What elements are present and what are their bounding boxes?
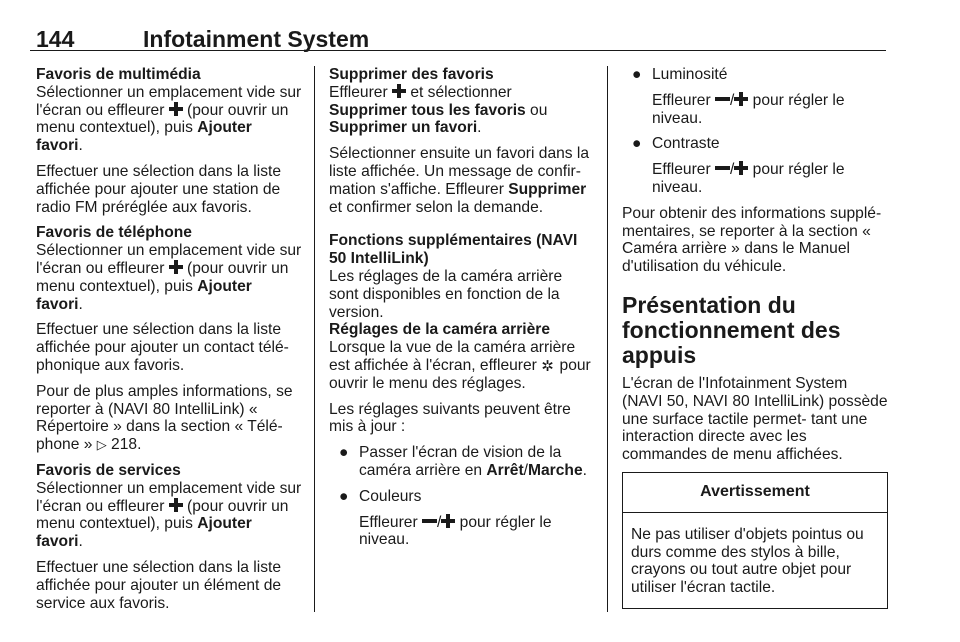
extra-functions-heading: Fonctions supplémentaires (NAVI 50 IntelliLink): [329, 232, 578, 268]
paragraph: Sélectionner un emplacement vide sur l'écran ou effleurer (pour ouvrir un menu contextuel), puis Ajouter favori.: [36, 479, 302, 551]
paragraph: Effectuer une sélection dans la liste affichée pour ajouter une station de radio FM préréglée aux favoris.: [36, 162, 282, 216]
plus-icon: [392, 84, 406, 98]
phone-favorites-heading: Favoris de téléphone: [36, 224, 192, 242]
page-header: [30, 24, 886, 51]
delete-favorites-heading: Supprimer des favoris: [329, 66, 494, 83]
paragraph: L'écran de l'Infotainment System (NAVI 50, NAVI 80 IntelliLink) possède une surface tactile permet‑ tant une interaction directe avec les commandes de menu affichées.: [622, 374, 888, 464]
paragraph: Sélectionner un emplacement vide sur l'écran ou effleurer (pour ouvrir un menu contextuel), puis Ajouter favori.: [36, 83, 302, 155]
plus-icon: [169, 102, 183, 116]
section-title: Présentation du fonctionnement des appuis: [622, 291, 841, 368]
page-reference[interactable]: 218.: [111, 436, 142, 454]
plus-icon: [169, 260, 183, 274]
multimedia-favorites-heading: Favoris de multimédia: [36, 66, 201, 83]
list-item: ● Luminosité Effleurer / pour régler le niveau.: [632, 66, 845, 127]
minus-icon: [422, 514, 437, 528]
paragraph: Effectuer une sélection dans la liste affichée pour ajouter un élément de service aux favoris.: [36, 558, 282, 612]
bullet: ●: [632, 66, 642, 83]
services-favorites-heading: Favoris de services: [36, 461, 181, 479]
column-1: [36, 66, 302, 612]
paragraph: Sélectionner un emplacement vide sur l'écran ou effleurer (pour ouvrir un menu contextuel), puis Ajouter favori.: [36, 242, 302, 313]
warning-body: Ne pas utiliser d'objets pointus ou durs comme des stylos à bille, crayons ou tout autre objet pour utiliser l'écran tactile.: [631, 525, 864, 597]
gear-icon: ✲: [541, 357, 554, 375]
paragraph: Sélectionner ensuite un favori dans la liste affichée. Un message de confir‑ mation s'affiche. Effleurer Supprimer et confirmer selon la demande.: [329, 145, 590, 216]
paragraph: Les réglages de la caméra arrière sont disponibles en fonction de la version.: [329, 267, 563, 321]
paragraph: Lorsque la vue de la caméra arrière est affichée à l'écran, effleurer ✲ pour ouvrir le menu des réglages.: [329, 339, 591, 392]
bullet: ●: [339, 444, 349, 462]
list-item: ● Contraste Effleurer / pour régler le niveau.: [632, 135, 845, 196]
column-3: [622, 66, 888, 609]
camera-settings-heading: Réglages de la caméra arrière: [329, 321, 551, 339]
warning-box: [622, 472, 888, 609]
plus-icon: [169, 498, 183, 512]
page-number: 144: [36, 26, 75, 52]
bullet: ●: [632, 135, 642, 153]
paragraph: Pour de plus amples informations, se reporter à (NAVI 80 IntelliLink) « Répertoire » dans la section « Télé‑ phone » ▷ 218.: [36, 382, 293, 454]
paragraph: Les réglages suivants peuvent être mis à jour :: [329, 400, 571, 436]
column-2: [329, 66, 594, 557]
list-item: ● Passer l'écran de vision de la caméra arrière en Arrêt/Marche.: [339, 444, 587, 479]
paragraph: Effleurer et sélectionner Supprimer tous les favoris ou Supprimer un favori.: [329, 83, 548, 137]
paragraph: Pour obtenir des informations supplé‑ mentaires, se reporter à la section « Caméra arrière » dans le Manuel d'utilisation du véhicule.: [622, 204, 882, 276]
list-item: ● Couleurs Effleurer / pour régler le niveau.: [339, 487, 552, 549]
warning-title: Avertissement: [623, 473, 887, 513]
plus-icon: [441, 514, 455, 528]
reference-arrow-icon: ▷: [96, 437, 107, 453]
plus-icon: [734, 161, 748, 175]
column-divider: [607, 66, 608, 612]
bullet: ●: [339, 487, 349, 505]
paragraph: Effectuer une sélection dans la liste affichée pour ajouter un contact télé‑ phonique aux favoris.: [36, 321, 289, 374]
plus-icon: [734, 92, 748, 106]
minus-icon: [715, 161, 730, 175]
chapter-title: Infotainment System: [143, 26, 370, 52]
minus-icon: [715, 92, 730, 106]
column-divider: [314, 66, 315, 612]
